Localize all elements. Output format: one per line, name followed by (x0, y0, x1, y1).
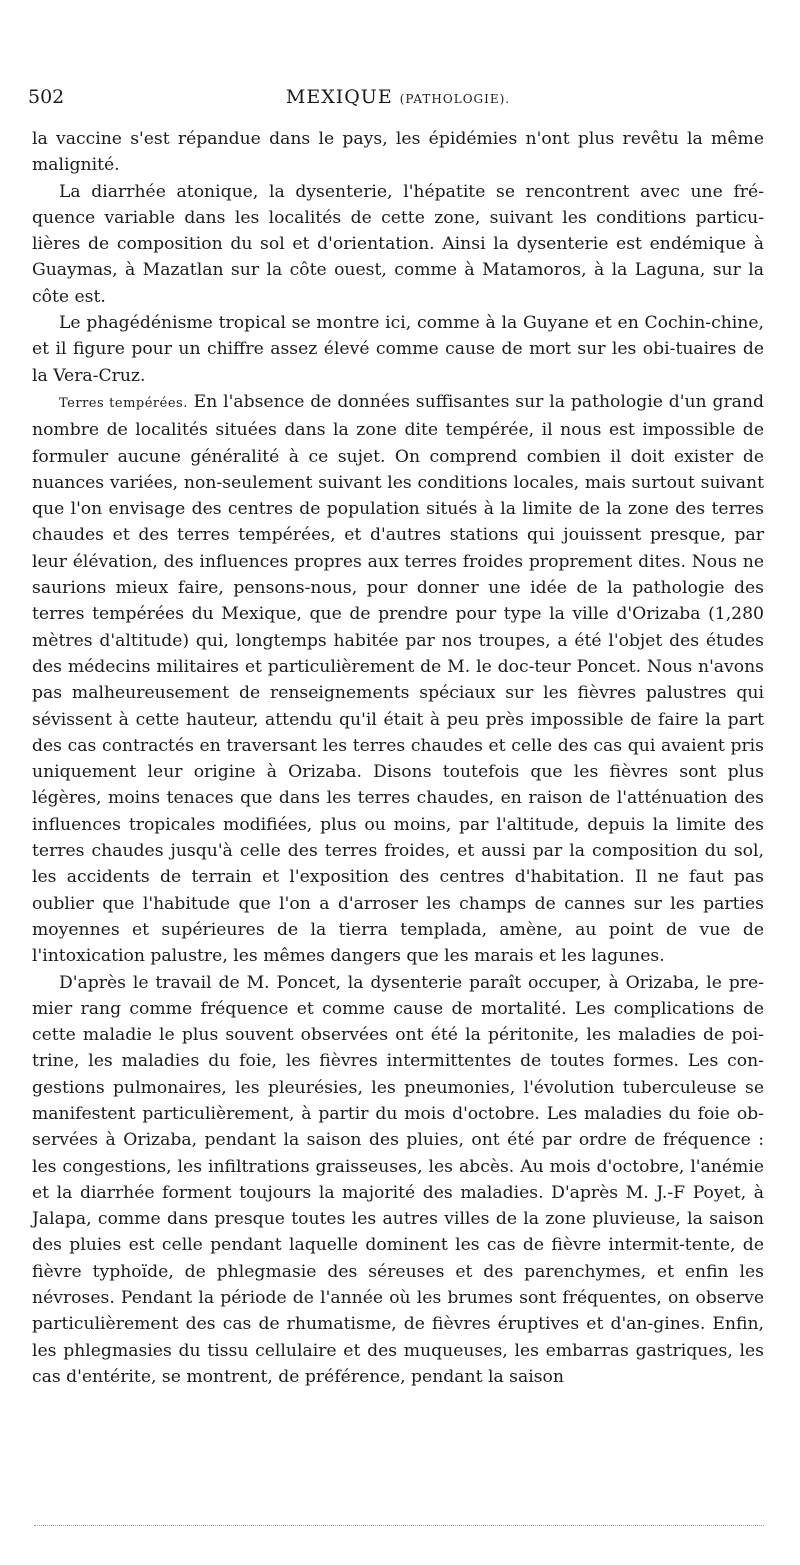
page-number: 502 (28, 86, 65, 108)
paragraph-2: La diarrhée atonique, la dysenterie, l'hépatite se rencontrent avec une fré-quence variable dans les localités de cette zone, suivant les conditions particu-lières de composition du sol et d'orientation. Ainsi la dysenterie est endémique à Guaymas, à Mazatlan sur la côte ouest, comme à Matamoros, à la Laguna, sur la côte est. (32, 181, 764, 307)
footer-rule (34, 1525, 764, 1526)
body-text (32, 126, 764, 1390)
paragraph-1: la vaccine s'est répandue dans le pays, les épidémies n'ont plus revêtu la même malignité. (32, 129, 764, 176)
document-page (28, 82, 764, 1390)
section-heading: Terres tempérées. (59, 395, 188, 411)
paragraph-4 (32, 389, 764, 970)
running-title-main: MEXIQUE (285, 86, 393, 108)
running-title-subtitle: (PATHOLOGIE). (399, 92, 511, 106)
paragraph-5: D'après le travail de M. Poncet, la dysenterie paraît occuper, à Orizaba, le pre-mier rang comme fréquence et comme cause de mortalité. Les complications de cette maladie le plus souvent observées ont été la péritonite, les maladies de poi-trine, les maladies du foie, les fièvres intermittentes de toutes formes. Les con-gestions pulmonaires, les pleurésies, les pneumonies, l'évolution tuberculeuse se manifestent particulièrement, à partir du mois d'octobre. Les maladies du foie ob-servées à Orizaba, pendant la saison des pluies, ont été par ordre de fréquence : les congestions, les infiltrations graisseuses, les abcès. Au mois d'octobre, l'anémie et la diarrhée forment toujours la majorité des maladies. D'après M. J.-F Poyet, à Jalapa, comme dans presque toutes les autres villes de la zone pluvieuse, la saison des pluies est celle pendant laquelle dominent les cas de fièvre intermit-tente, de fièvre typhoïde, de phlegmasie des séreuses et des parenchymes, et enfin les névroses. Pendant la période de l'année où les brumes sont fréquentes, on observe particulièrement des cas de rhumatisme, de fièvres éruptives et d'an-gines. Enfin, les phlegmasies du tissu cellulaire et des muqueuses, les embarras gastriques, les cas d'entérite, se montrent, de préférence, pendant la saison (32, 972, 764, 1387)
paragraph-4-text: En l'absence de données suffisantes sur la pathologie d'un grand nombre de localités situées dans la zone dite tempérée, il nous est impossible de formuler aucune généralité à ce sujet. On comprend combien il doit exister de nuances variées, non-seulement suivant les conditions locales, mais surtout suivant que l'on envisage des centres de population situés à la limite de la zone des terres chaudes et des terres tempérées, et d'autres stations qui jouissent presque, par leur élévation, des influences propres aux terres froides proprement dites. Nous ne saurions mieux faire, pensons-nous, pour donner une idée de la pathologie des terres tempérées du Mexique, que de prendre pour type la ville d'Orizaba (1,280 mètres d'altitude) qui, longtemps habitée par nos troupes, a été l'objet des études des médecins militaires et particulièrement de M. le doc-teur Poncet. Nous n'avons pas malheureusement de renseignements spéciaux sur les fièvres palustres qui sévissent à cette hauteur, attendu qu'il était à peu près impossible de faire la part des cas contractés en traversant les terres chaudes et celle des cas qui avaient pris uniquement leur origine à Orizaba. Disons toutefois que les fièvres sont plus légères, moins tenaces que dans les terres chaudes, en raison de l'atténuation des influences tropicales modifiées, plus ou moins, par l'altitude, depuis la limite des terres chaudes jusqu'à celle des terres froides, et aussi par la composition du sol, les accidents de terrain et l'exposition des centres d'habitation. Il ne faut pas oublier que l'habitude que l'on a d'arroser les champs de cannes sur les parties moyennes et supérieures de la tierra templada, amène, au point de vue de l'intoxication palustre, les mêmes dangers que les marais et les lagunes. (32, 391, 764, 967)
running-title (32, 82, 764, 114)
running-header (28, 82, 764, 112)
paragraph-3: Le phagédénisme tropical se montre ici, comme à la Guyane et en Cochin-chine, et il figure pour un chiffre assez élevé comme cause de mort sur les obi-tuaires de la Vera-Cruz. (32, 313, 764, 386)
